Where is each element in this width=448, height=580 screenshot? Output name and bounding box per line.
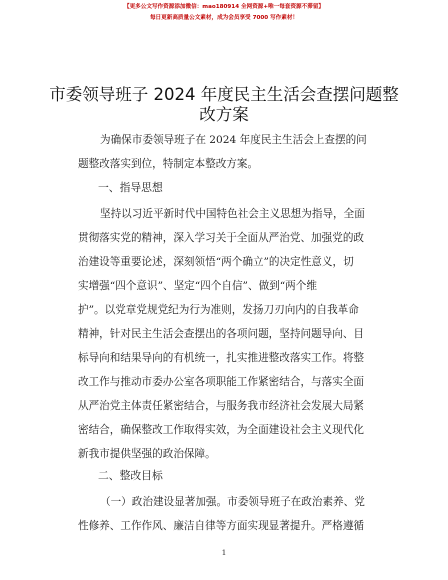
rectification-goals-paragraph bbox=[78, 490, 374, 538]
paragraph-line: 性修养、工作作风、廉洁自律等方面实现显著提升。严格遵循 bbox=[78, 520, 365, 532]
paragraph-line: 题整改落实到位，特制定本整改方案。 bbox=[78, 158, 259, 170]
page-number: 1 bbox=[221, 548, 227, 557]
paragraph-line: 从严治党主体责任紧密结合，与服务我市经济社会发展大局紧 bbox=[78, 400, 365, 412]
paragraph-line: 治建设等重要论述，深刻领悟“两个确立”的决定性意义，切 bbox=[78, 256, 354, 268]
section-heading-guiding-ideology: 一、指导思想 bbox=[98, 181, 163, 194]
paragraph-line: （一）政治建设显著加强。市委领导班子在政治素养、党 bbox=[100, 496, 365, 508]
document-title-line-1: 市委领导班子 2024 年度民主生活会查摆问题整 bbox=[49, 85, 399, 104]
paragraph-line: 为确保市委领导班子在 2024 年度民主生活会上查摆的问 bbox=[100, 134, 367, 146]
paragraph-line: 护”。以党章党规党纪为行为准则，发扬刀刃向内的自我革命 bbox=[78, 304, 359, 316]
section-heading-rectification-goals: 二、整改目标 bbox=[98, 469, 163, 482]
paragraph-line: 贯彻落实党的精神，深入学习关于全面从严治党、加强党的政 bbox=[78, 232, 365, 244]
paragraph-line: 坚持以习近平新时代中国特色社会主义思想为指导，全面 bbox=[100, 208, 365, 220]
document-title-line-2: 改方案 bbox=[199, 105, 249, 124]
intro-paragraph bbox=[78, 128, 374, 176]
paragraph-line: 标导向和结果导向的有机统一，扎实推进整改落实工作。将整 bbox=[78, 352, 365, 364]
paragraph-line: 精神，针对民主生活会查摆出的各项问题，坚持问题导向、目 bbox=[78, 328, 365, 340]
paragraph-line: 新我市提供坚强的政治保障。 bbox=[78, 448, 216, 460]
guiding-ideology-paragraph bbox=[78, 202, 374, 466]
paragraph-line: 密结合，确保整改工作取得实效，为全面建设社会主义现代化 bbox=[78, 424, 365, 436]
paragraph-line: 改工作与推动市委办公室各项职能工作紧密结合，与落实全面 bbox=[78, 376, 365, 388]
promo-banner-line-2: 每日更新高质量公文素材，成为会员享受 7000 写作素材！ bbox=[149, 15, 299, 21]
promo-banner-line-1: 【更多公文写作资源添加微信：mao180914 全网资源+唯一每套资源不滞留】 bbox=[123, 4, 325, 10]
paragraph-line: 实增强“四个意识”、坚定“四个自信”、做到“两个维 bbox=[78, 280, 317, 292]
